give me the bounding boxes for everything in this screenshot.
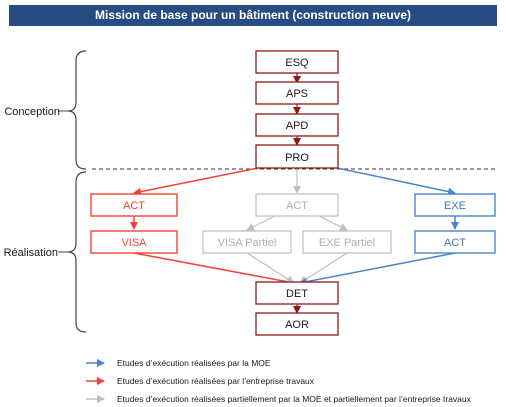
label-act-red: ACT bbox=[123, 200, 145, 212]
legend-text-gray: Etudes d’exécution réalisées partiellement par la MOE et partiellement par l’entreprise travaux bbox=[117, 394, 471, 404]
legend-text-red: Etudes d’exécution réalisées par l’entreprise travaux bbox=[117, 376, 315, 386]
label-exe-partiel: EXE Partiel bbox=[318, 237, 376, 249]
arrow-pro-exe-blue bbox=[337, 168, 455, 193]
label-apd: APD bbox=[285, 120, 309, 132]
conception-brace bbox=[68, 51, 86, 169]
label-esq: ESQ bbox=[285, 57, 309, 69]
label-visa-red: VISA bbox=[121, 237, 147, 249]
label-pro: PRO bbox=[285, 152, 309, 164]
diagram-title: Mission de base pour un bâtiment (construction neuve) bbox=[94, 8, 412, 22]
label-act-gray: ACT bbox=[286, 200, 308, 212]
label-exe-blue: EXE bbox=[443, 200, 467, 212]
label-act-blue: ACT bbox=[444, 237, 466, 249]
phase-conception: Conception bbox=[4, 106, 60, 118]
realisation-brace bbox=[68, 172, 86, 332]
label-aor: AOR bbox=[285, 319, 309, 331]
arrow-act-visapartiel bbox=[247, 216, 275, 230]
label-aps: APS bbox=[285, 88, 309, 100]
arrow-act-exepartiel bbox=[319, 216, 347, 230]
legend-text-blue: Etudes d’exécution réalisées par la MOE bbox=[117, 358, 271, 368]
label-visa-partiel: VISA Partiel bbox=[217, 237, 277, 249]
arrow-pro-act-red bbox=[134, 168, 258, 193]
phase-realisation: Réalisation bbox=[3, 247, 58, 259]
label-det: DET bbox=[286, 288, 308, 300]
